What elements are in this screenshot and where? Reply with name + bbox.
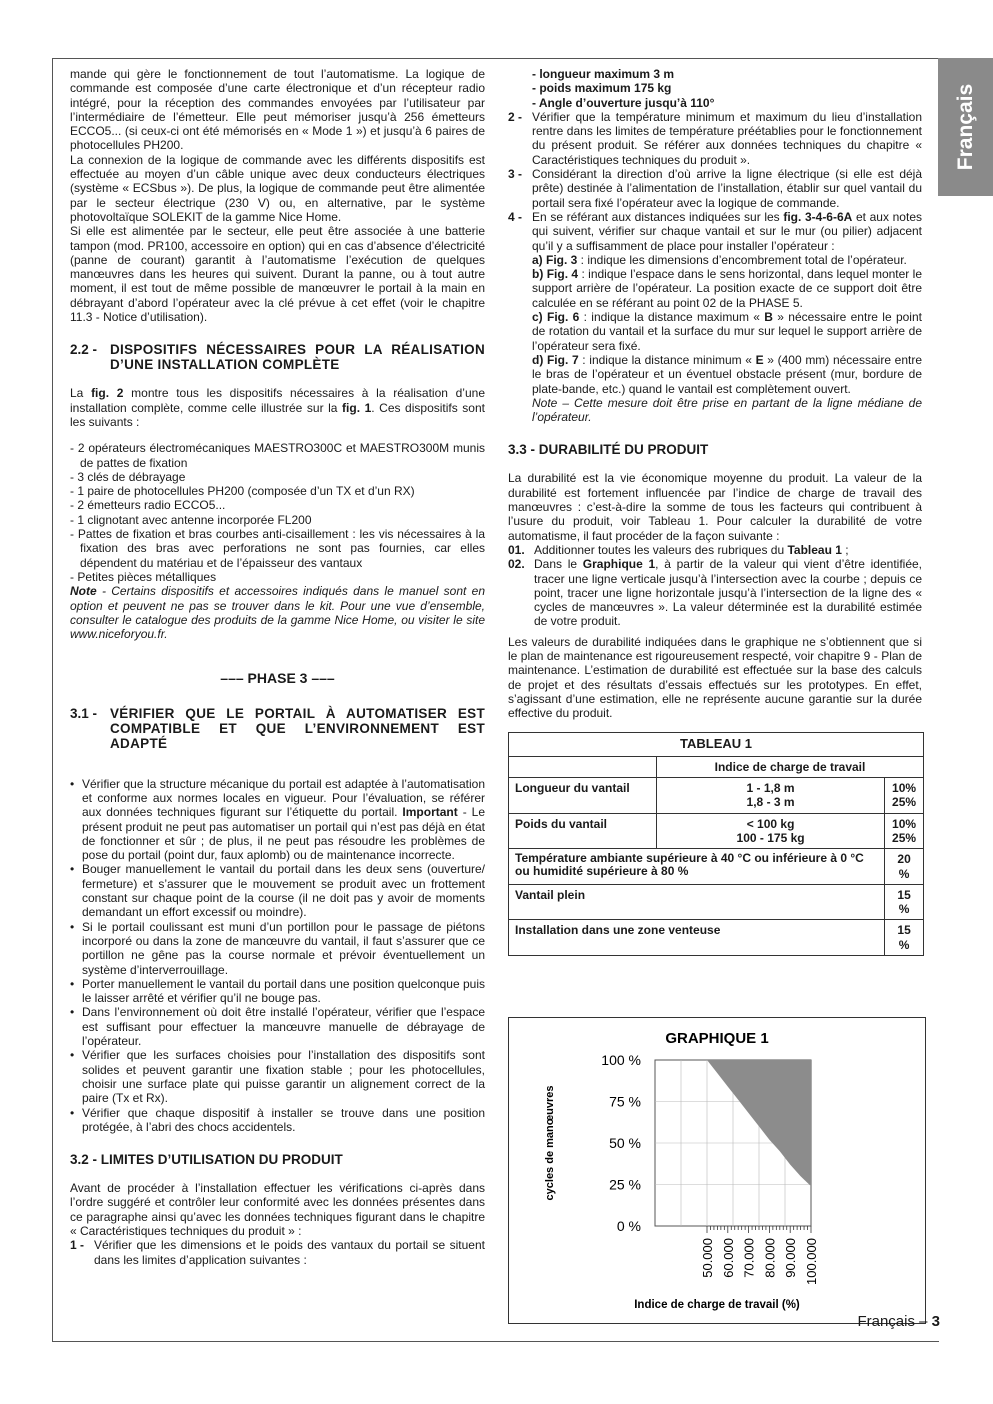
list-item: - 2 opérateurs électromécaniques MAESTRO300C et MAESTRO300M munis de pattes de fixation [70,441,485,470]
left-column [70,67,485,1267]
x-tick-label: 100.000 [804,1238,819,1285]
section-number: 2.2 - [70,342,98,358]
section-3-2-heading: 3.2 - LIMITES D’UTILISATION DU PRODUIT [70,1152,343,1168]
footer-label: Français – [857,1313,932,1330]
section-3-3-paragraph-2: Les valeurs de durabilité indiquées dans le graphique ne s’obtiennent que si le plan de maintenance est rigoureusement respecté, voir chapitre 9 - Plan de maintenance. L’estimation de durabilité est effectuée sur la base des calculs de projet et des résultats d’essais effectués sur les prototypes. En effet, s’agissant d’une estimation, elle ne représente aucune garantie sur la durée effective du produit. [508,634,922,721]
list-item: - 3 clés de débrayage [70,469,186,484]
device-list [70,441,485,584]
table-row: Température ambiante supérieure à 40 °C ou inférieure à 0 °C ou humidité supérieure à 80 % 20 % [509,849,924,885]
limits-list [508,67,922,110]
check-item-2: 2 - Vérifier que la température minimum et maximum du lieu d’installation rentre dans les limites de température préétablies pour le fonctionnement du présent produit. Se référer aux données techniques du chapitre « Caractéristiques techniques du produit ». [508,109,922,167]
check-item-4: 4 - En se référant aux distances indiquées sur les fig. 3-4-6-6A et aux notes qui suivent, vérifier sur chaque vantail et sur le mur (ou pilier) adjacent qu’il y a suffisamment de place pour installer l’opérateur : a) Fig. 3 : indique les dimensions d’encombrement total de l’opérateur. b) Fig. 4 : indique l’espace dans le sens horizontal, dans lequel monter le support arrière de l’opérateur. La position exacte de ce support doit être calculée en se référant au point 02 de la PHASE 5. c) Fig. 6 : indique la distance maximum « B » nécessaire entre le point de rotation du vantail et la surface du mur sur lequel le support arrière de l’opérateur sera fixé. d) Fig. 7 : indique la distance minimum « E » (400 mm) nécessaire entre le bras de l’opérateur et un éventuel obstacle présent (mur, bordure de plate-bande, etc.) quand le vantail est complètement ouvert. Note – Cette mesure doit être prise en partant de la ligne médiane de l’opérateur. [508,209,923,425]
note-d: d) Fig. 7 : indique la distance minimum « E » (400 mm) nécessaire entre le bras de l’opérateur et un éventuel obstacle présent (mur, bordure de plate-bande, etc.) quand le vantail est complètement ouvert. [532,352,922,396]
language-tab [938,58,993,196]
list-item: - 2 émetteurs radio ECCO5... [70,498,226,513]
y-tick-label: 50 % [609,1135,641,1151]
check-item-1: 1 - Vérifier que les dimensions et le poids des vantaux du portail se situent dans les limites d’application suivantes : [70,1238,485,1267]
table-row: Vantail plein 15 % [509,884,924,920]
section-2-2-paragraph: La fig. 2 montre tous les dispositifs nécessaires à la réalisation d’une installation complète, comme celle illustrée sur la fig. 1. Ces dispositifs sont les suivants : [70,386,485,429]
intro-paragraph-3: Si elle est alimentée par le secteur, elle peut être associée à une batterie tampon (mod. PR100, accessoire en option) qui en cas d’absence d’électricité (panne de courant) garantit à l’automatisme l’exécution de quelques manœuvres dans les heures qui suivent. Durant la panne, ou à tout autre moment, il est tout de même possible de manœuvrer le portail à la main en débrayant d’abord l’opérateur avec la clé prévue à cet effet (voir le chapitre 11.3 - Notice d’utilisation). [70,224,485,325]
x-tick-label: 90.000 [783,1238,799,1278]
section-number: 3.1 - [70,705,98,721]
section-2-2-heading [70,342,485,372]
x-tick-label: 70.000 [741,1238,757,1278]
check-item-3: 3 - Considérant la direction d’où arrive la ligne électrique (si elle est déjà prête) destinée à l’alimentation de l’installation, établir sur quel vantail du portail sera fixé l’opérateur avec la logique de commande. [508,167,922,210]
list-item: • Vérifier que chaque dispositif à installer se trouve dans une position protégée, à l’abri des chocs accidentels. [70,1106,485,1135]
table-header: Indice de charge de travail [657,756,924,777]
list-item: - Petites pièces métalliques [70,569,217,584]
x-axis-label: Indice de charge de travail (%) [634,1299,800,1311]
section-3-1-heading [70,706,485,751]
graph-1-box [508,1017,926,1324]
list-item: - 1 clignotant avec antenne incorporée FL200 [70,512,312,527]
list-item: • Vérifier que la structure mécanique du portail est adaptée à l’automatisation et conforme aux normes locales en vigueur. Pour l’évaluation, se référer aux données techniques figurant sur l’étiquette du portail. Important - Le présent produit ne peut pas automatiser un portail qui n’est pas déjà en état de fonctionner et sûr ; de plus, il ne peut pas résoudre les problèmes de pose du portail (point dur, faux aplomb) ou de maintenance incorrecte. [70,777,485,863]
list-item: - 1 paire de photocellules PH200 (composée d’un TX et d’un RX) [70,484,415,499]
intro-paragraph-2: La connexion de la logique de commande avec les différents dispositifs est effectuée au moyen d’un câble unique avec deux conducteurs électriques (système « ECSbus »). De plus, la logique de commande peut être alimentée par le secteur électrique (230 V) ou, en alternative, par le système photovoltaïque SOLEKIT de la gamme Nice Home. [70,152,485,224]
intro-paragraph-1: mande qui gère le fonctionnement de tout l’automatisme. La logique de commande est composée d’une carte électronique et d’un récepteur radio intégré, pour la réception des commandes envoyées par l’utilisateur par l’intermédiaire de l’émetteur. Elle peut mémoriser jusqu’à 256 émetteurs ECCO5... (si ceux-ci ont été mémorisés en « Mode 1 ») et jusqu’à 6 paires de photocellules PH200. [70,67,485,153]
section-title: VÉRIFIER QUE LE PORTAIL À AUTOMATISER EST COMPATIBLE ET QUE L’ENVIRONNEMENT EST ADAPTÉ [110,705,485,751]
section-3-3-heading: 3.3 - DURABILITÉ DU PRODUIT [508,442,709,458]
right-column [508,67,922,956]
note-b: b) Fig. 4 : indique l’espace dans le sens horizontal, dans lequel monter le support arrière de l’opérateur. La position exacte de ce support doit être calculée en se référant au point 02 de la PHASE 5. [532,267,923,310]
y-tick-label: 100 % [601,1052,641,1068]
list-item: • Dans l’environnement où doit être installé l’opérateur, vérifier que l’espace est suffisant pour effectuer la manœuvre manuelle de débrayage de l’opérateur. [70,1005,485,1048]
y-tick-label: 25 % [609,1176,641,1193]
list-item: • Porter manuellement le vantail du portail dans une position quelconque puis le laisser arrêté et vérifier qu’il ne bouge pas. [70,977,485,1006]
section-3-3-paragraph-1: La durabilité est la vie économique moyenne du produit. La valeur de la durabilité est fortement influencée par l’indice de charge de travail des manœuvres : c’est-à-dire la somme de tous les facteurs qui contribuent à l’usure du produit, voir Tableau 1. Pour calculer la durabilité de votre automatisme, il faut procéder de la façon suivante : [508,471,922,543]
x-tick-label: 50.000 [700,1238,715,1278]
page-footer [857,1313,940,1330]
table-row: Installation dans une zone venteuse 15 % [509,920,924,956]
step-2: 02. Dans le Graphique 1, à partir de la valeur qui vient d’être identifiée, tracer une ligne verticale jusqu’à l’intersection avec la courbe ; depuis ce point, tracer une ligne horizontale jusqu’à l’intersection de la ligne des « cycles de manœuvres ». La valeur déterminée est la durabilité estimée de votre produit. [508,557,922,629]
graph-1 [509,1018,925,1323]
y-tick-label: 0 % [616,1218,641,1234]
y-axis-label: cycles de manœuvres [544,1085,556,1201]
table-row: Longueur du vantail 1 - 1,8 m 1,8 - 3 m 10% 25% [509,778,924,814]
table-1 [508,732,924,956]
table-title: TABLEAU 1 [509,733,924,756]
list-item: • Vérifier que les surfaces choisies pour l’installation des dispositifs sont solides et peuvent garantir une fixation stable ; pour les photocellules, choisir une surface plate qui puisse garantir un alignement correct de la paire (Tx et Rx). [70,1048,485,1105]
list-item: - Angle d’ouverture jusqu’à 110° [532,95,715,110]
check-list [70,777,485,1134]
list-item: - longueur maximum 3 m [532,67,675,81]
list-item: - poids maximum 175 kg [532,81,672,96]
y-tick-label: 75 % [609,1093,641,1110]
section-title: DISPOSITIFS NÉCESSAIRES POUR LA RÉALISATION D’UNE INSTALLATION COMPLÈTE [110,342,485,373]
step-1: 01. Additionner toutes les valeurs des rubriques du Tableau 1 ; [508,542,849,557]
section-3-2-paragraph: Avant de procéder à l’installation effectuer les vérifications ci-après dans l’ordre suggéré et contrôler leur conformité avec les données présentes dans ce paragraphe ainsi qu’avec les données techniques figurant dans le chapitre « Caractéristiques techniques du produit » : [70,1181,485,1238]
x-tick-label: 60.000 [720,1238,736,1278]
note-paragraph: Note - Certains dispositifs et accessoires indiqués dans le manuel sont en option et peuvent ne pas se trouver dans le kit. Pour une vue d’ensemble, consulter le catalogue des produits de la gamme Nice Home, ou visiter le site www.niceforyou.fr. [70,584,485,642]
language-tab-label: Français [953,83,977,171]
list-item: • Si le portail coulissant est muni d’un portillon pour le passage de piétons incorporé ou dans la zone de manœuvre du vantail, il faut s’assurer que ce portillon ne gêne pas la course normale et prévoir éventuellement un système d’interverrouillage. [70,920,485,977]
list-item: - Pattes de fixation et bras courbes anti-cisaillement : les vis nécessaires à la fixation des bras avec perforations ne sont pas fournies, car elles dépendent du matériau et de l’épaisseur des vantaux [70,527,485,570]
note-a: a) Fig. 3 : indique les dimensions d’encombrement total de l’opérateur. [532,252,907,267]
note-d-remark: Note – Cette mesure doit être prise en partant de la ligne médiane de l’opérateur. [532,395,922,425]
note-c: c) Fig. 6 : indique la distance maximum « B » nécessaire entre le point de rotation du vantail et la surface du mur sur lequel le support arrière de l’opérateur sera fixé. [532,310,922,353]
page-number: 3 [931,1313,940,1330]
table-row: Poids du vantail < 100 kg 100 - 175 kg 10% 25% [509,813,924,849]
x-tick-label: 80.000 [762,1238,778,1278]
phase-heading: ––– PHASE 3 ––– [220,670,335,687]
list-item: • Bouger manuellement le vantail du portail dans les deux sens (ouverture/ fermeture) et s’assurer que le mouvement se produit avec un frottement constant sur chaque point de la course (il ne doit pas y avoir de moments demandant un effort excessif ou moindre). [70,862,485,919]
chart-title: GRAPHIQUE 1 [665,1030,769,1047]
